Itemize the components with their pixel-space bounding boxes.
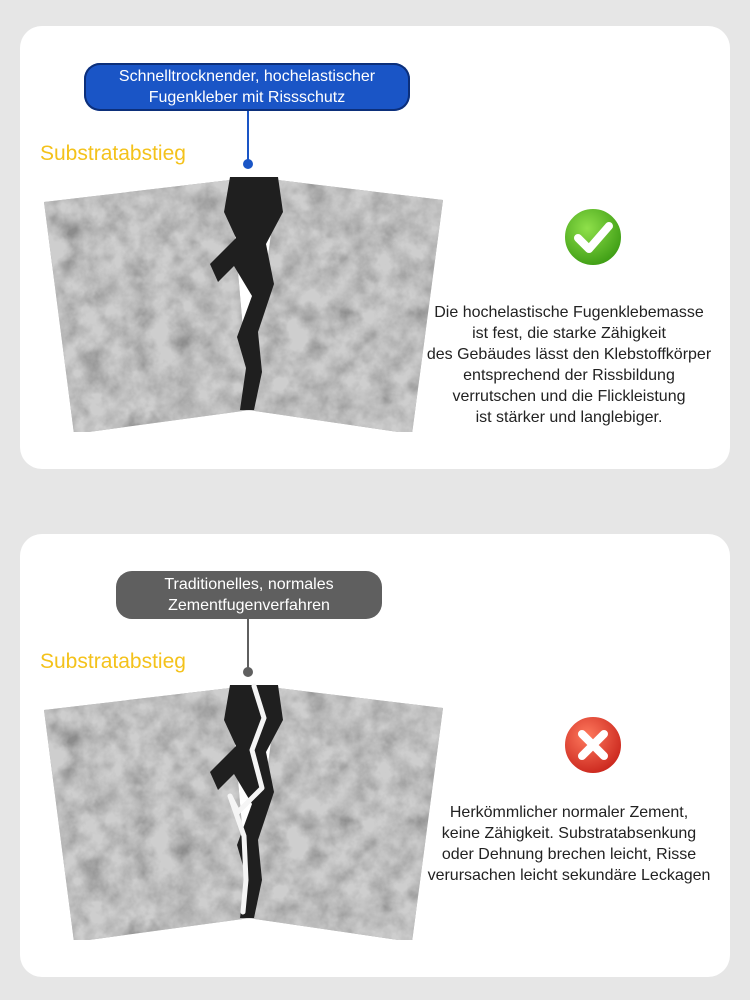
description-line: ist stärker und langlebiger. bbox=[475, 409, 663, 426]
elastic-grout-panel bbox=[20, 26, 730, 469]
check-icon bbox=[562, 206, 624, 268]
callout-line: Schnelltrocknender, hochelastischer bbox=[118, 68, 376, 85]
cracked-concrete-slab bbox=[40, 172, 450, 432]
description-line: verrutschen und die Flickleistung bbox=[452, 388, 686, 405]
callout-line: Traditionelles, normales bbox=[164, 576, 334, 593]
callout-connector bbox=[247, 619, 249, 671]
description-line: entsprechend der Rissbildung bbox=[463, 367, 675, 384]
substrate-label: Substratabstieg bbox=[40, 650, 186, 673]
callout-line: Fugenkleber mit Rissschutz bbox=[148, 89, 346, 106]
cross-icon bbox=[562, 714, 624, 776]
callout-line: Zementfugenverfahren bbox=[168, 597, 330, 614]
callout-anchor-dot bbox=[243, 667, 253, 677]
elastic-grout-callout bbox=[84, 63, 410, 111]
traditional-cement-callout bbox=[116, 571, 382, 619]
description-line: des Gebäudes lässt den Klebstoffkörper bbox=[426, 346, 712, 363]
traditional-cement-panel bbox=[20, 534, 730, 977]
description-line: Herkömmlicher normaler Zement, bbox=[449, 804, 689, 821]
callout-connector bbox=[247, 111, 249, 163]
elastic-grout-description bbox=[404, 302, 734, 428]
description-line: oder Dehnung brechen leicht, Risse bbox=[441, 846, 697, 863]
description-line: keine Zähigkeit. Substratabsenkung bbox=[441, 825, 697, 842]
description-line: ist fest, die starke Zähigkeit bbox=[472, 325, 666, 342]
description-line: verursachen leicht sekundäre Leckagen bbox=[427, 867, 711, 884]
traditional-cement-description bbox=[404, 802, 734, 886]
callout-anchor-dot bbox=[243, 159, 253, 169]
cracked-concrete-slab bbox=[40, 680, 450, 940]
description-line: Die hochelastische Fugenklebemasse bbox=[434, 304, 704, 321]
substrate-label: Substratabstieg bbox=[40, 142, 186, 165]
